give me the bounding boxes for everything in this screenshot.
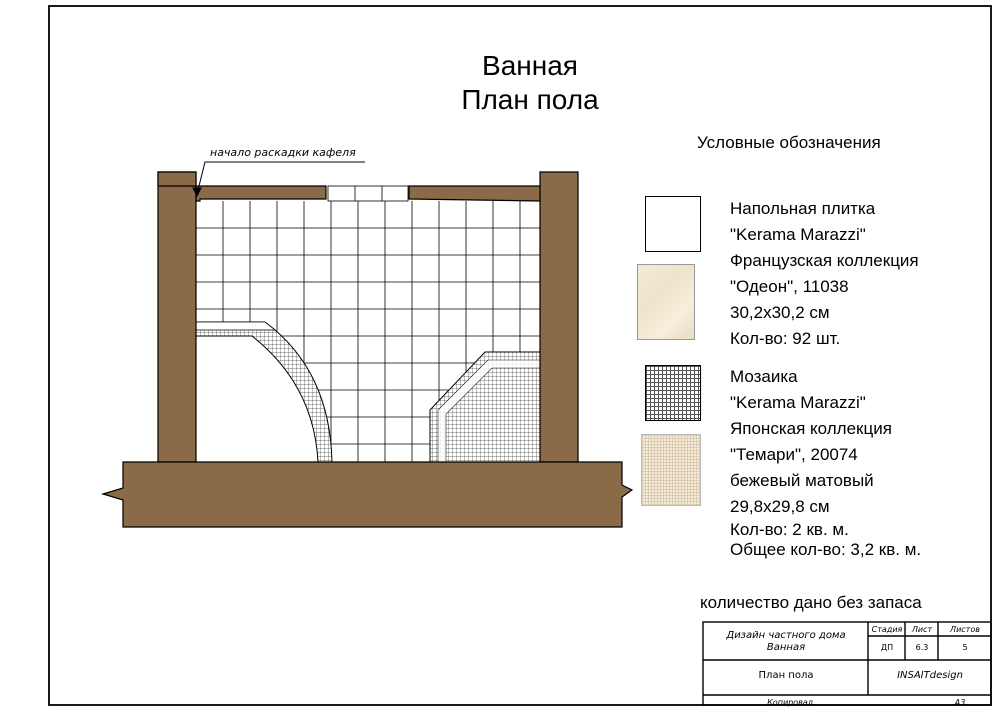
stamp-copied: Копировал <box>767 698 813 707</box>
floor-tile-line: Французская коллекция <box>730 251 919 270</box>
mosaic-description <box>730 364 921 560</box>
stamp-stage-header: Стадия <box>871 625 903 634</box>
stamp-drawing-name: План пола <box>758 670 814 681</box>
floor-tile-line: "Одеон", 11038 <box>730 277 849 296</box>
no-reserve-note: количество дано без запаса <box>700 593 922 612</box>
mosaic-sample <box>641 434 701 506</box>
floor-tile-line: Кол-во: 92 шт. <box>730 329 841 348</box>
stamp-stage: ДП <box>880 643 894 652</box>
floor-tile-line: "Kerama Marazzi" <box>730 225 866 244</box>
stamp-project-line: Ванная <box>766 642 806 653</box>
mosaic-line: Кол-во: 2 кв. м. <box>730 520 849 539</box>
tile-start-note: начало раскадки кафеля <box>210 146 356 159</box>
mosaic-line: "Темари", 20074 <box>730 445 858 464</box>
mosaic-symbol <box>645 365 701 421</box>
door-opening-tiles <box>328 186 408 201</box>
mosaic-line: "Kerama Marazzi" <box>730 393 866 412</box>
drawing-title-room: Ванная <box>482 50 578 81</box>
stamp-company: INSAITdesign <box>897 670 963 681</box>
legend-heading: Условные обозначения <box>697 133 881 152</box>
stamp-sheet-count: 5 <box>962 643 968 652</box>
floor-tile-sample <box>637 264 695 340</box>
floor-tile-line: Напольная плитка <box>730 199 876 218</box>
mosaic-line: Японская коллекция <box>730 419 892 438</box>
stamp-project-title <box>705 630 867 654</box>
stamp-sheet-number: 6.3 <box>915 643 929 652</box>
mosaic-line: 29,8х29,8 см <box>730 497 830 516</box>
stamp-project-line: Дизайн частного дома <box>726 630 846 641</box>
floor-tile-symbol <box>645 196 701 252</box>
drawing-title-plan: План пола <box>461 84 599 115</box>
floor-tile-line: 30,2х30,2 см <box>730 303 830 322</box>
stamp-format: А3 <box>954 698 966 707</box>
floor-tile-description <box>730 196 919 352</box>
mosaic-total: Общее кол-во: 3,2 кв. м. <box>730 540 922 559</box>
mosaic-line: бежевый матовый <box>730 471 874 490</box>
stamp-sheet-header: Лист <box>911 625 933 634</box>
mosaic-line: Мозаика <box>730 367 798 386</box>
stamp-sheets-header: Листов <box>950 625 980 634</box>
